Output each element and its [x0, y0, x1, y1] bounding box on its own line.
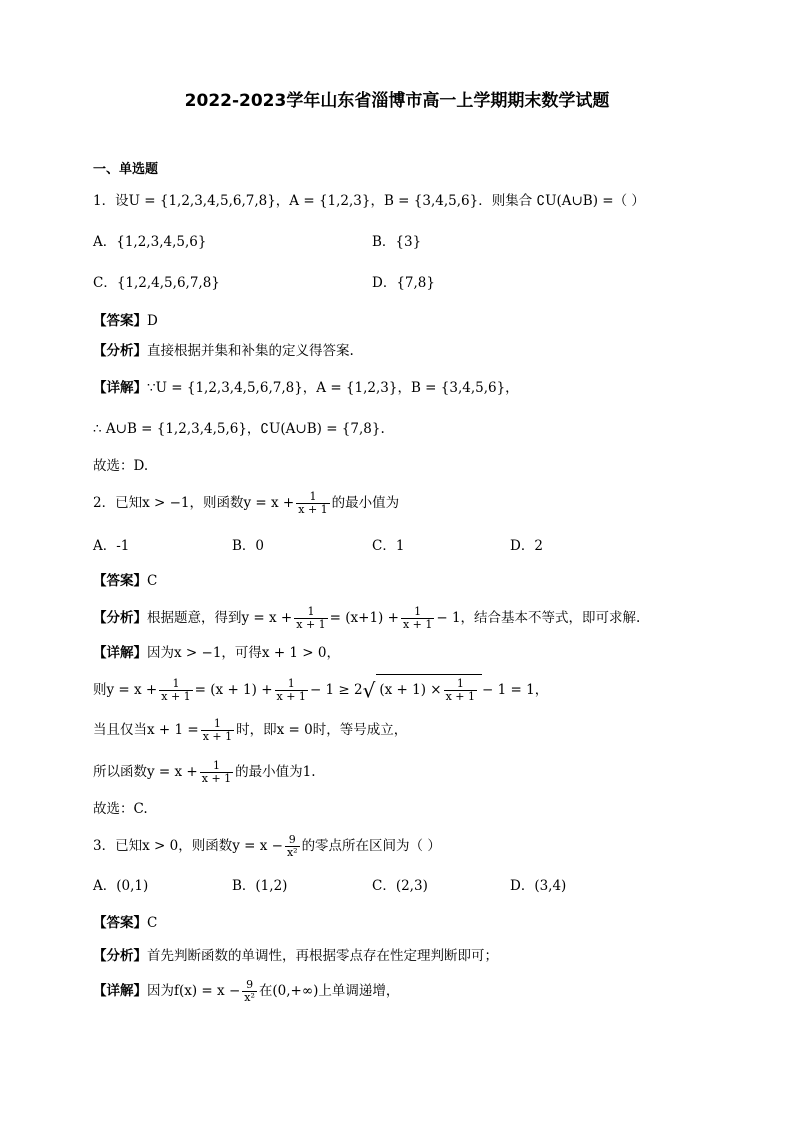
q1-answer-value: D [147, 313, 158, 329]
document-title: 2022-2023学年山东省淄博市高一上学期期末数学试题 [184, 91, 610, 111]
q3-detail-post: 在(0,+∞)上单调递增， [258, 983, 400, 999]
q3-option-c: C．(2,3) [372, 878, 428, 894]
q3-detail-frac: $\frac{9}{\text{x²}}$ [244, 978, 255, 1004]
q3-analysis [93, 946, 498, 966]
q2-detail-4 [93, 757, 316, 787]
q2-detail-3-post: 时，即x = 0时，等号成立， [236, 722, 408, 738]
question-3-number: 3． [93, 838, 116, 854]
detail-tag: 【详解】 [93, 380, 147, 396]
q2-conclusion: 故选：C. [93, 801, 148, 817]
question-1-stem [93, 191, 645, 211]
q1-option-d: D．{7,8} [372, 275, 435, 291]
q1-detail-1 [93, 378, 519, 398]
q3-detail-pre: 因为f(x) = x − [147, 983, 241, 999]
q3-analysis-text: 首先判断函数的单调性，再根据零点存在性定理判断即可； [147, 948, 498, 964]
q2-detail-3-frac: $\frac{1}{x + 1}$ [202, 717, 233, 743]
question-3-stem [93, 831, 441, 861]
q1-answer [93, 311, 158, 331]
q2-detail-2-frac-1: $\frac{1}{x + 1}$ [161, 677, 191, 703]
q2-detail-2-mid: = (x + 1) + [194, 682, 273, 698]
question-2-number: 2． [93, 495, 116, 511]
q3-stem-pre: 已知x > 0，则函数y = x − [115, 838, 283, 854]
q2-analysis-frac-2: $\frac{1}{x + 1}$ [402, 605, 433, 631]
answer-tag: 【答案】 [93, 573, 147, 589]
q2-answer-value: C [147, 573, 158, 589]
q2-fraction [296, 491, 329, 516]
q1-option-a: A．{1,2,3,4,5,6} [93, 234, 207, 250]
q2-detail-1 [93, 643, 340, 663]
analysis-tag: 【分析】 [93, 343, 147, 359]
q2-detail-3 [93, 715, 407, 745]
q1-option-b: B．{3} [372, 234, 422, 250]
answer-tag: 【答案】 [93, 915, 147, 931]
q2-analysis-frac-1: $\frac{1}{x + 1}$ [296, 605, 326, 631]
q3-fraction: $\frac{9}{\text{x²}}$ [286, 833, 298, 859]
q1-detail-1-text: ∵U = {1,2,3,4,5,6,7,8}，A = {1,2,3}，B = {3,4,5,6}， [147, 380, 519, 396]
q2-option-d: D．2 [510, 538, 543, 554]
q2-detail-2-pre: 则y = x + [93, 682, 158, 698]
q2-analysis-mid: = (x+1) + [329, 610, 399, 626]
q2-fraction-den: x + 1 [298, 503, 328, 516]
q3-option-a: A．(0,1) [93, 878, 149, 894]
q2-detail-2-post: − 1 = 1， [482, 682, 549, 698]
q2-analysis-tail: − 1，结合基本不等式，即可求解. [436, 610, 641, 626]
q3-answer [93, 913, 157, 933]
q2-detail-2 [93, 674, 548, 706]
section-heading: 一、单选题 [93, 162, 159, 177]
q2-option-c: C．1 [372, 538, 405, 554]
analysis-tag: 【分析】 [93, 610, 147, 626]
question-2-stem [93, 488, 399, 518]
q2-detail-4-frac: $\frac{1}{x + 1}$ [201, 759, 232, 785]
q2-detail-1-text: 因为x > −1，可得x + 1 > 0， [147, 645, 340, 661]
q1-conclusion: 故选：D. [93, 458, 149, 474]
question-1-number: 1． [93, 193, 116, 209]
detail-tag: 【详解】 [93, 645, 147, 661]
analysis-tag: 【分析】 [93, 948, 147, 964]
q3-answer-value: C [147, 915, 158, 931]
detail-tag: 【详解】 [93, 983, 147, 999]
q2-fraction-num: 1 [309, 490, 317, 503]
answer-tag: 【答案】 [93, 313, 147, 329]
q2-stem-post: 的最小值为 [331, 495, 400, 511]
q2-detail-2-frac-2: $\frac{1}{x + 1}$ [276, 677, 306, 703]
question-1-text: 设U = {1,2,3,4,5,6,7,8}，A = {1,2,3}，B = {3,4,5,6}．则集合 ∁U(A∪B) =（ ） [115, 193, 645, 209]
q2-detail-4-post: 的最小值为1. [235, 764, 316, 780]
q3-stem-post: 的零点所在区间为（ ） [301, 838, 441, 854]
q2-answer [93, 571, 157, 591]
q2-detail-3-pre: 当且仅当x + 1 = [93, 722, 199, 738]
q2-analysis [93, 603, 640, 633]
q2-option-a: A．-1 [93, 538, 130, 554]
q1-option-c: C．{1,2,4,5,6,7,8} [93, 275, 220, 291]
q3-option-b: B．(1,2) [232, 878, 288, 894]
q3-detail [93, 976, 399, 1006]
q2-option-b: B．0 [232, 538, 265, 554]
radical-sign: √ [362, 678, 376, 703]
q2-stem-pre: 已知x > −1，则函数y = x + [115, 495, 295, 511]
q2-analysis-pre: 根据题意，得到y = x + [147, 610, 293, 626]
q3-option-d: D．(3,4) [510, 878, 567, 894]
q2-detail-4-pre: 所以函数y = x + [93, 764, 198, 780]
q1-analysis-text: 直接根据并集和补集的定义得答案. [147, 343, 354, 359]
q1-detail-2: ∴ A∪B = {1,2,3,4,5,6}，∁U(A∪B) = {7,8}. [93, 421, 385, 437]
q2-detail-2-mid2: − 1 ≥ 2 [309, 682, 363, 698]
q1-analysis [93, 341, 354, 361]
q2-detail-2-radicand: (x + 1) × $\frac{1}{x + 1}$ [376, 674, 482, 705]
